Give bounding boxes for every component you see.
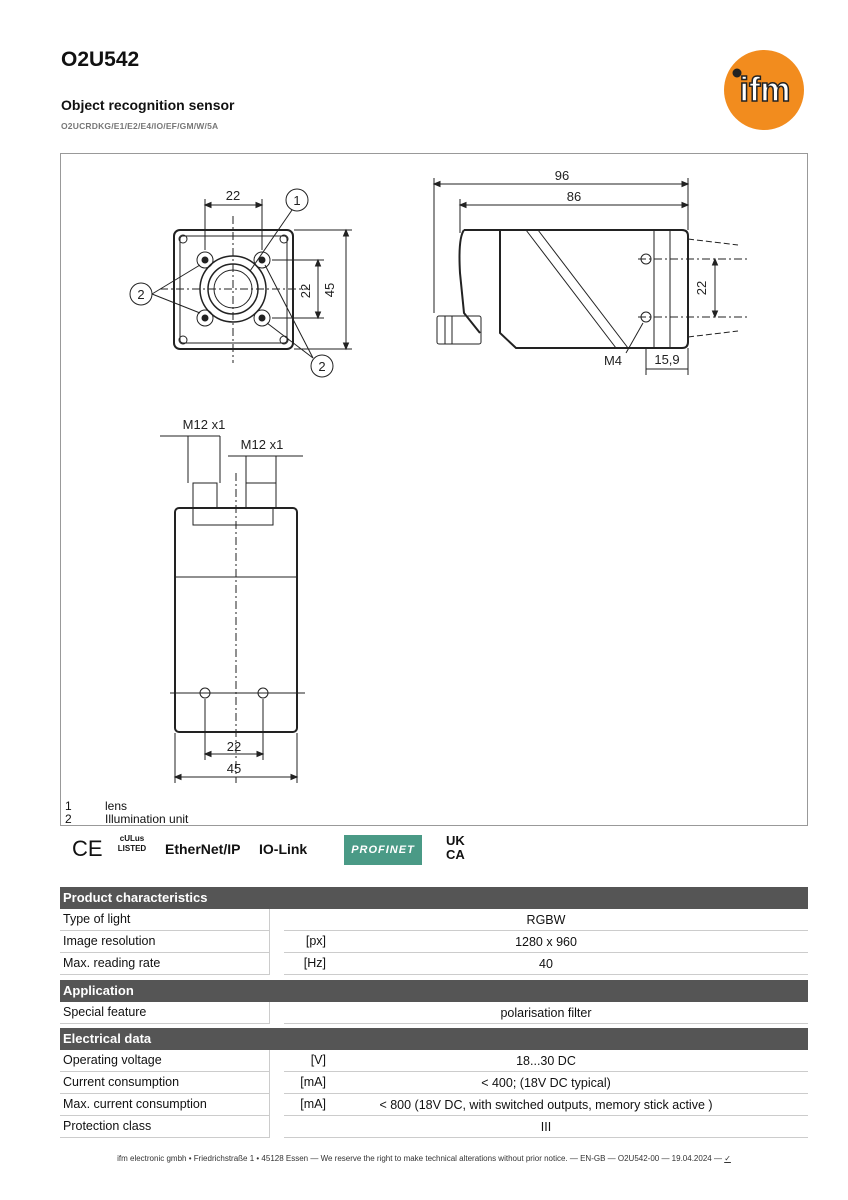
row-value: 18...30 DC [516,1054,576,1068]
profinet-mark: PROFINET [344,835,422,865]
row-label: Max. current consumption [63,1097,207,1111]
section-header-electrical-data: Electrical data [60,1028,808,1050]
table-row [60,931,808,953]
logo-text: ifm [739,71,791,109]
row-value: polarisation filter [500,1006,592,1020]
table-row [60,1050,808,1072]
row-value: III [540,1120,552,1134]
certification-bar [70,830,490,870]
table-row [60,1072,808,1094]
table-row [60,909,808,931]
row-unit: [px] [305,934,326,948]
ifm-logo [723,49,805,131]
row-label: Image resolution [63,934,156,948]
dimension-drawing [60,153,808,826]
row-label: Type of light [63,912,131,926]
ukca-mark: UK CA [446,833,465,862]
bottom-view [160,417,305,783]
table-row [60,953,808,975]
product-subtitle: Object recognition sensor [61,97,235,113]
ul-listed-mark: cULus LISTED [117,834,147,853]
page-title: O2U542 [61,48,140,71]
row-unit: [mA] [300,1097,326,1111]
product-code: O2UCRDKG/E1/E2/E4/IO/EF/GM/W/5A [61,121,219,131]
bottom-dim-22: 22 [226,739,242,754]
side-dim-96: 96 [554,168,570,183]
bottom-dim-45: 45 [226,761,242,776]
section-header-application: Application [60,980,808,1002]
side-m4: M4 [603,353,623,368]
legend-item [65,799,365,812]
row-unit: [V] [310,1053,326,1067]
front-dim-top: 22 [225,188,241,203]
row-value: 1280 x 960 [515,935,577,949]
page-footer [0,1154,848,1163]
callout-2b: 2 [318,359,326,374]
legend-number: 1 [65,799,72,813]
side-dim-22: 22 [694,280,709,296]
row-label: Protection class [63,1119,152,1133]
row-label: Max. reading rate [63,956,161,970]
table-row [60,1094,808,1116]
ce-mark: CE [72,836,103,861]
row-value: < 400; (18V DC typical) [481,1076,611,1090]
footer-text: ifm electronic gmbh • Friedrichstraße 1 • 45128 Essen — We reserve the right to make technical alterations without prior notice. — EN-GB — O2U542-00 — 19.04.2024 — [117,1154,722,1163]
callout-1: 1 [293,193,301,208]
legend-text: lens [105,799,128,813]
row-value: RGBW [526,913,566,927]
io-link-mark: IO-Link [259,841,308,857]
legend-text: Illumination unit [105,812,189,826]
drawing-legend [65,799,365,827]
front-dim-right-inner: 22 [298,283,313,299]
footer-symbol-icon: ✓ [724,1154,731,1163]
row-label: Operating voltage [63,1053,162,1067]
front-view [130,188,352,377]
legend-number: 2 [65,812,72,826]
row-value: 40 [539,957,553,971]
table-row [60,1116,808,1138]
side-dim-15-9: 15,9 [654,352,680,367]
ethernet-ip-mark: EtherNet/IP [165,841,241,857]
row-unit: [mA] [300,1075,326,1089]
table-row [60,1002,808,1024]
row-value: < 800 (18V DC, with switched outputs, memory stick active ) [379,1098,713,1112]
row-label: Special feature [63,1005,147,1019]
bottom-m12-a: M12 x1 [182,417,226,432]
section-header-product-characteristics: Product characteristics [60,887,808,909]
callout-2a: 2 [137,287,145,302]
front-dim-right-outer: 45 [322,282,337,298]
bottom-m12-b: M12 x1 [240,437,284,452]
legend-item [65,812,365,825]
row-label: Current consumption [63,1075,180,1089]
side-view [434,168,750,375]
side-dim-86: 86 [566,189,582,204]
row-unit: [Hz] [303,956,326,970]
